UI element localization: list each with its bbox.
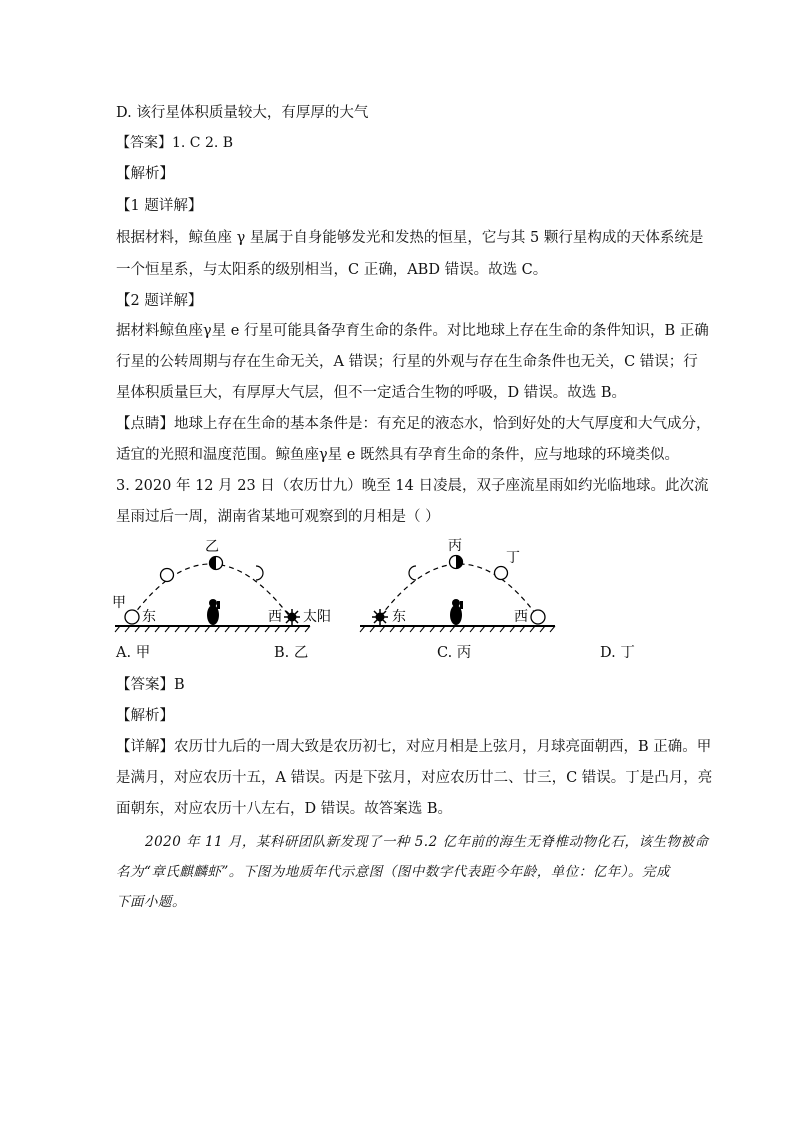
label-east-left: 东 <box>142 609 156 625</box>
moon-gibbous-icon <box>161 569 174 582</box>
left-diagram <box>112 539 331 632</box>
option-a: A. 甲 <box>116 645 151 661</box>
tip-text-1: 【点睛】地球上存在生命的基本条件是：有充足的液态水，恰到好处的大气厚度和大气成分， <box>116 416 711 432</box>
observer-right-icon <box>450 599 463 625</box>
detail-text-1: 【详解】农历廿九后的一周大致是农历初七，对应月相是上弦月，月球亮面朝西，B 正确。甲 <box>116 739 712 755</box>
label-ding: 丁 <box>506 550 520 566</box>
label-yi: 乙 <box>205 539 219 555</box>
option-d: D. 丁 <box>600 645 635 661</box>
moon-crescent-east-icon <box>409 566 416 580</box>
q2-text-1: 据材料鲸鱼座γ星 e 行星可能具备孕育生命的条件。对比地球上存在生命的条件知识，B 正确 <box>116 323 709 339</box>
q2-text-3: 星体积质量巨大，有厚厚大气层，但不一定适合生物的呼吸，D 错误。故选 B。 <box>116 385 626 401</box>
moon-crescent-icon <box>256 566 263 580</box>
answer-line: 【答案】1. C 2. B <box>116 135 234 151</box>
q1-text-2: 一个恒星系，与太阳系的级别相当，C 正确，ABD 错误。故选 C。 <box>116 262 548 278</box>
label-bing: 丙 <box>448 538 462 554</box>
q1-heading: 【1 题详解】 <box>116 198 203 214</box>
q3-text-2: 星雨过后一周，湖南省某地可观察到的月相是（ ） <box>116 509 440 525</box>
label-east-right: 东 <box>392 609 406 625</box>
passage-3: 下面小题。 <box>116 894 186 910</box>
right-diagram <box>360 538 555 632</box>
moon-phase-figure <box>110 533 560 633</box>
q3-text-1: 3. 2020 年 12 月 23 日（农历廿九）晚至 14 日凌晨，双子座流星雨如约光临地球。此次流 <box>116 478 709 494</box>
label-sun: 太阳 <box>303 609 331 625</box>
detail-text-2: 是满月，对应农历十五，A 错误。丙是下弦月，对应农历廿二、廿三，C 错误。丁是凸月，亮 <box>116 770 713 786</box>
tip-text-2: 适宜的光照和温度范围。鲸鱼座γ星 e 既然具有孕育生命的条件，应与地球的环境类似。 <box>116 447 679 463</box>
q2-text-2: 行星的公转周期与存在生命无关，A 错误；行星的外观与存在生命条件也无关，C 错误；行 <box>116 354 698 370</box>
option-c: C. 丙 <box>437 645 472 661</box>
label-west-left: 西 <box>268 609 282 625</box>
passage-1: 2020 年 11 月，某科研团队新发现了一种 5.2 亿年前的海生无脊椎动物化石，该生物被命 <box>145 834 709 850</box>
line-0: D. 该行星体积质量较大，有厚厚的大气 <box>116 105 369 121</box>
label-jia: 甲 <box>112 595 126 611</box>
detail-text-3: 面朝东，对应农历十八左右，D 错误。故答案选 B。 <box>116 801 452 817</box>
sun-icon <box>284 609 300 625</box>
moon-jia-icon <box>125 610 139 624</box>
analysis-heading: 【解析】 <box>116 166 174 182</box>
q1-text-1: 根据材料，鲸鱼座 γ 星属于自身能够发光和发热的恒星，它与其 5 颗行星构成的天体系统是 <box>116 230 704 246</box>
q2-heading: 【2 题详解】 <box>116 293 203 309</box>
passage-2: 名为“章氏麒麟虾”。下图为地质年代示意图（图中数字代表距今年龄，单位：亿年）。完成 <box>116 864 671 880</box>
observer-icon <box>207 599 220 625</box>
answer-line-2: 【答案】B <box>116 677 185 693</box>
option-b: B. 乙 <box>274 645 309 661</box>
moon-bing-icon <box>450 556 463 569</box>
label-west-right: 西 <box>514 609 528 625</box>
moon-ding-icon <box>495 567 508 580</box>
moon-full-west-icon <box>531 610 545 624</box>
sun-east-icon <box>372 609 388 625</box>
analysis-heading-2: 【解析】 <box>116 708 174 724</box>
moon-yi-icon <box>210 557 223 570</box>
